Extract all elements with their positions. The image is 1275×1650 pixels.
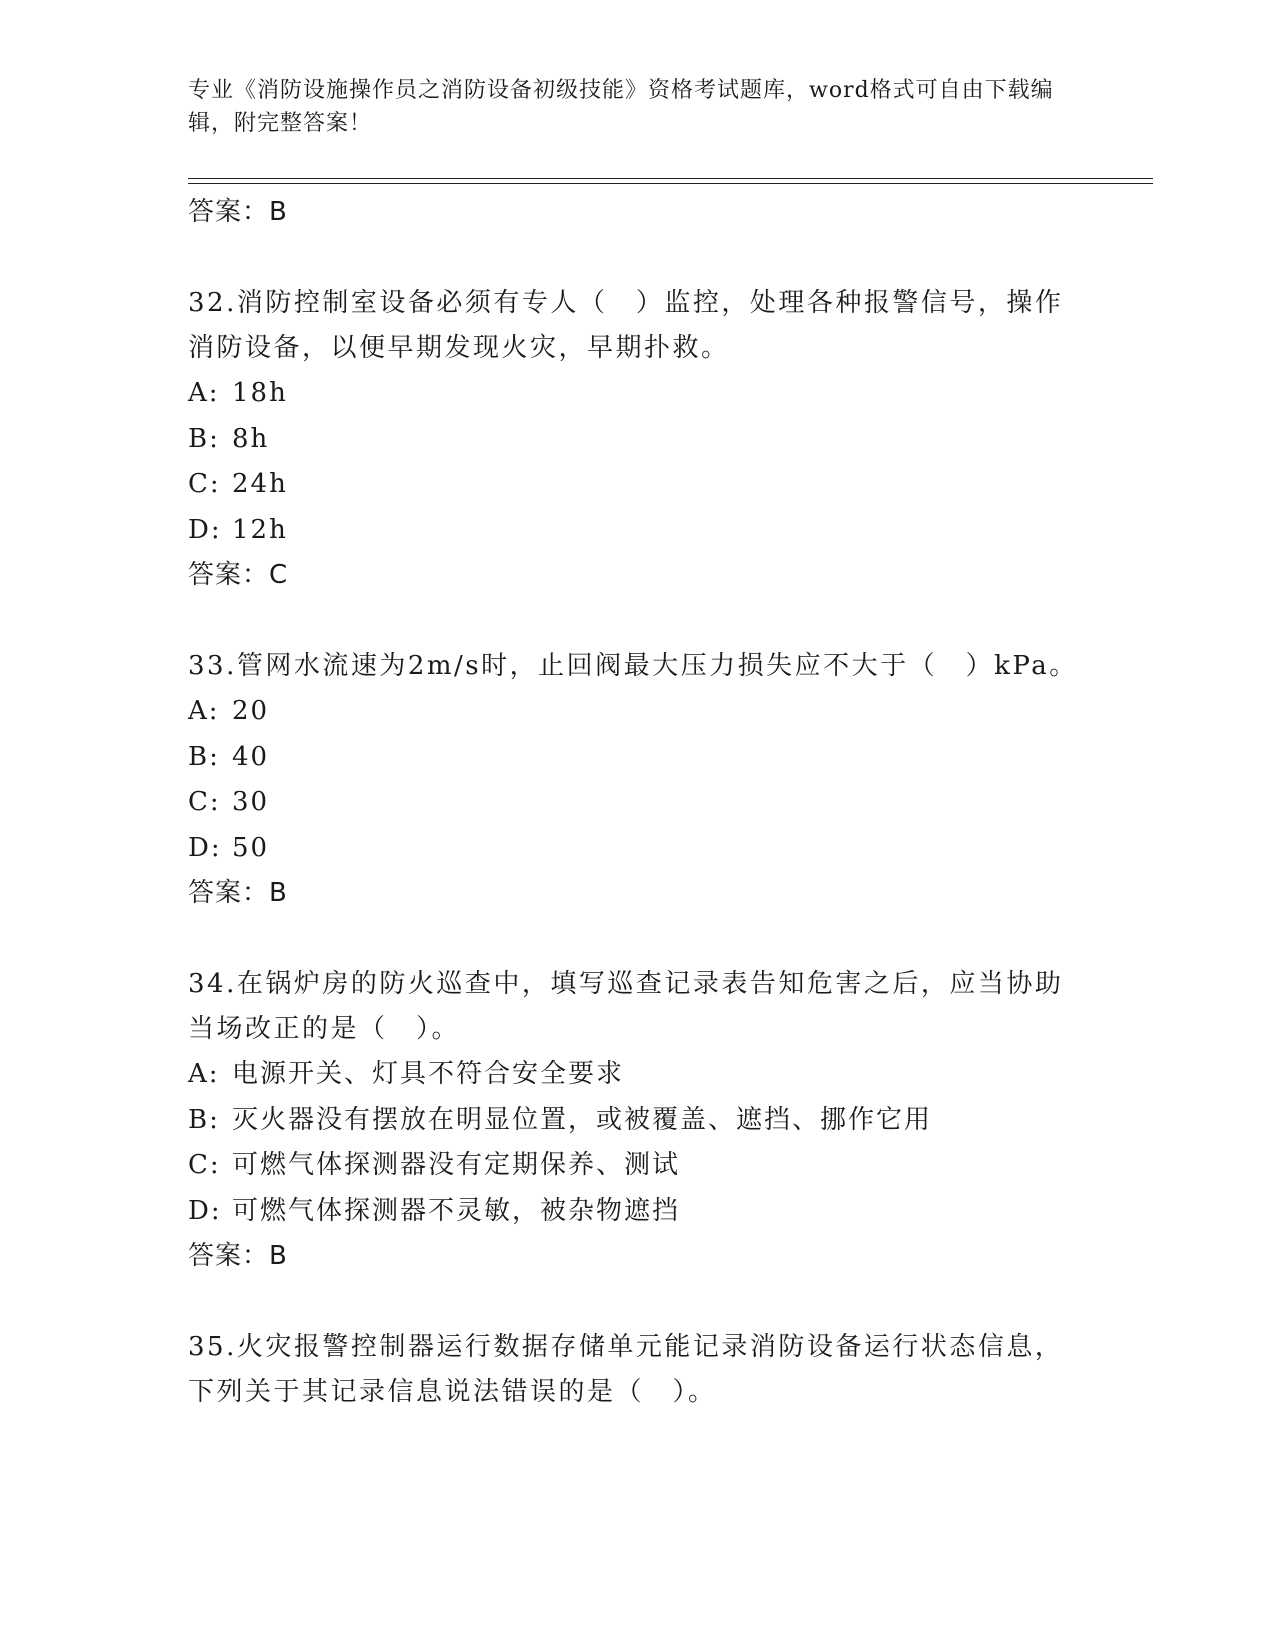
answer-line: 答案：B: [188, 878, 288, 908]
option-d: [188, 1189, 1088, 1235]
option-c: [188, 462, 1088, 508]
page-header: 专业《消防设施操作员之消防设备初级技能》资格考试题库，word格式可自由下载编辑，附完整答案！: [188, 78, 1054, 136]
option-d: [188, 826, 1088, 872]
option-d: [188, 508, 1088, 554]
option-letter: C:: [188, 469, 221, 499]
option-b: [188, 417, 1088, 463]
option-letter: C:: [188, 787, 221, 817]
option-letter: A:: [188, 1059, 220, 1089]
option-a: [188, 371, 1088, 417]
header-rule-top: [188, 178, 1153, 179]
option-letter: D:: [188, 832, 222, 863]
option-letter: B:: [188, 1104, 220, 1135]
question-34-text: 34.在锅炉房的防火巡查中，填写巡查记录表告知危害之后，应当协助当场改正的是（ ）。: [188, 969, 1064, 1044]
question-32-text: 32.消防控制室设备必须有专人（ ）监控，处理各种报警信号，操作消防设备，以便早期发现火灾，早期扑救。: [188, 288, 1064, 363]
option-c: [188, 780, 1088, 826]
spacer: [188, 916, 1088, 962]
option-letter: D:: [188, 514, 222, 545]
option-text: 可燃气体探测器不灵敏，被杂物遮挡: [232, 1195, 681, 1226]
option-letter: C:: [188, 1150, 221, 1180]
option-text: 20: [232, 696, 270, 726]
header-rule-bottom: [188, 183, 1153, 184]
option-text: 30: [232, 787, 270, 817]
option-text: 电源开关、灯具不符合安全要求: [232, 1059, 625, 1089]
option-letter: B:: [188, 741, 220, 772]
question-35-text: 35.火灾报警控制器运行数据存储单元能记录消防设备运行状态信息，下列关于其记录信息说法错误的是（ ）。: [188, 1332, 1064, 1407]
option-a: [188, 689, 1088, 735]
option-letter: B:: [188, 423, 220, 454]
option-text: 灭火器没有摆放在明显位置，或被覆盖、遮挡、挪作它用: [232, 1104, 933, 1135]
spacer: [188, 598, 1088, 644]
option-c: [188, 1143, 1088, 1189]
answer-line: 答案：C: [188, 560, 289, 590]
option-text: 18h: [232, 378, 288, 408]
option-letter: A:: [188, 696, 220, 726]
option-a: [188, 1052, 1088, 1098]
spacer: [188, 1279, 1088, 1325]
answer-line: 答案：B: [188, 197, 288, 227]
option-text: 8h: [232, 423, 270, 454]
answer-line: 答案：B: [188, 1241, 288, 1271]
option-letter: A:: [188, 378, 220, 408]
option-b: [188, 735, 1088, 781]
option-text: 24h: [232, 469, 288, 499]
option-text: 可燃气体探测器没有定期保养、测试: [232, 1150, 681, 1180]
spacer: [188, 235, 1088, 281]
option-b: [188, 1098, 1088, 1144]
option-letter: D:: [188, 1195, 222, 1226]
question-33-text: 33.管网水流速为2m/s时，止回阀最大压力损失应不大于（ ）kPa。: [188, 651, 1078, 681]
option-text: 50: [232, 832, 270, 863]
option-text: 12h: [232, 514, 288, 545]
option-text: 40: [232, 741, 270, 772]
question-list: [188, 190, 1088, 1415]
